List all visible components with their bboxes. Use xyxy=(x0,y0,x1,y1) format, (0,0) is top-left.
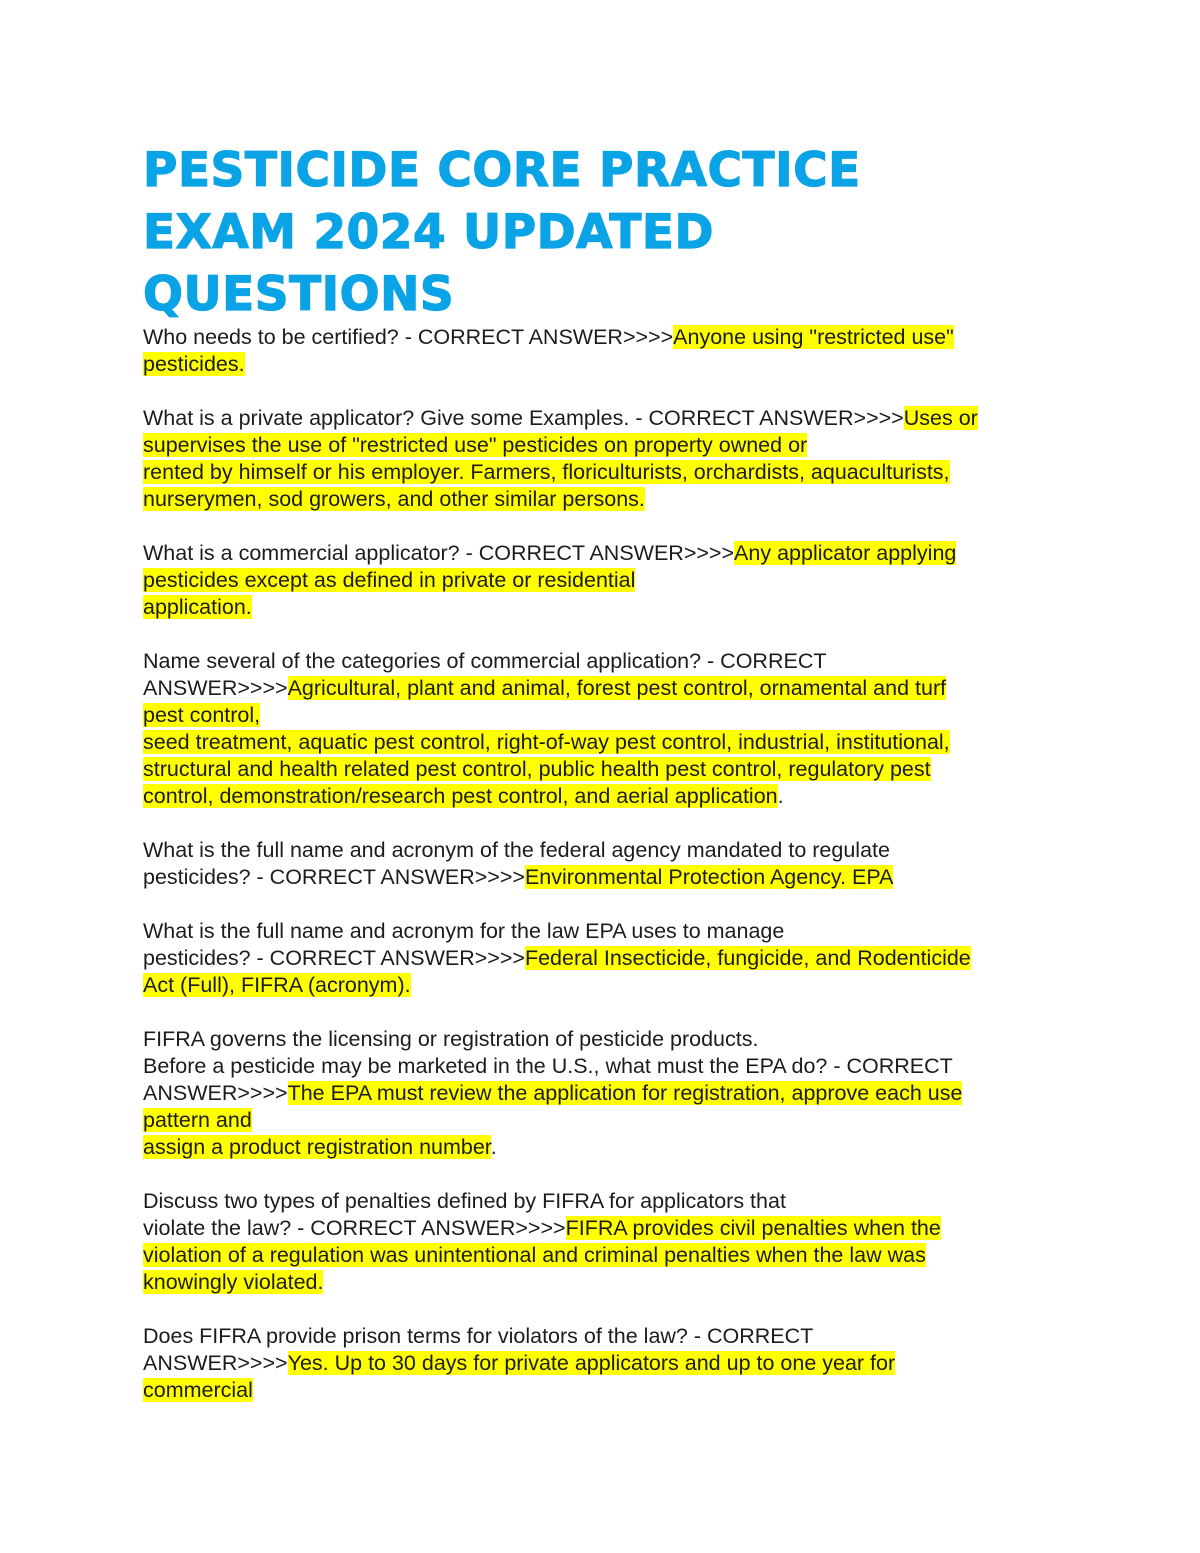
answer-text: supervises the use of "restricted use" pesticides on property owned or xyxy=(143,433,808,457)
answer-text: nurserymen, sod growers, and other similar persons. xyxy=(143,487,645,511)
answer-text: knowingly violated. xyxy=(143,1270,324,1294)
text-line xyxy=(143,756,1073,783)
title-line-1: PESTICIDE CORE PRACTICE xyxy=(143,143,861,198)
question-text: ANSWER>>>> xyxy=(143,1351,288,1375)
answer-text: The EPA must review the application for registration, approve each use xyxy=(287,1081,963,1105)
question-text: violate the law? - CORRECT ANSWER>>>> xyxy=(143,1216,566,1240)
text-line xyxy=(143,486,1073,513)
question-text: Who needs to be certified? - CORRECT ANSWER>>>> xyxy=(143,325,674,349)
answer-text: control, demonstration/research pest control, and aerial application xyxy=(143,784,778,808)
text-line xyxy=(143,432,1073,459)
question-text: What is a commercial applicator? - CORRECT ANSWER>>>> xyxy=(143,541,735,565)
text-line xyxy=(143,1323,1073,1350)
question-text: ANSWER>>>> xyxy=(143,676,288,700)
question-answer-list xyxy=(143,324,1073,1404)
text-line xyxy=(143,648,1073,675)
text-line xyxy=(143,351,1073,378)
answer-text: rented by himself or his employer. Farmers, floriculturists, orchardists, aquaculturists, xyxy=(143,460,950,484)
answer-text: commercial xyxy=(143,1378,253,1402)
text-line xyxy=(143,1215,1073,1242)
text-line xyxy=(143,837,1073,864)
text-line xyxy=(143,1350,1073,1377)
answer-text: pest control, xyxy=(143,703,261,727)
question-text: Name several of the categories of commercial application? - CORRECT xyxy=(143,649,827,673)
question-text: . xyxy=(777,784,784,808)
text-line xyxy=(143,702,1073,729)
qa-item xyxy=(143,837,1073,891)
question-text: Discuss two types of penalties defined by FIFRA for applicators that xyxy=(143,1189,786,1213)
text-line xyxy=(143,864,1073,891)
answer-text: assign a product registration number xyxy=(143,1135,491,1159)
qa-item xyxy=(143,648,1073,810)
answer-text: Agricultural, plant and animal, forest pest control, ornamental and turf xyxy=(287,676,947,700)
text-line xyxy=(143,1377,1073,1404)
text-line xyxy=(143,567,1073,594)
question-text: ANSWER>>>> xyxy=(143,1081,288,1105)
text-line xyxy=(143,783,1073,810)
question-text: . xyxy=(490,1135,497,1159)
text-line xyxy=(143,1053,1073,1080)
document-page xyxy=(143,140,1073,1431)
title-line-2: EXAM 2024 UPDATED xyxy=(143,205,715,260)
page-title xyxy=(143,140,1073,326)
answer-text: Any applicator applying xyxy=(734,541,957,565)
answer-text: seed treatment, aquatic pest control, right-of-way pest control, industrial, institutional, xyxy=(143,730,950,754)
text-line xyxy=(143,675,1073,702)
text-line xyxy=(143,594,1073,621)
answer-text: Federal Insecticide, fungicide, and Rodenticide xyxy=(524,946,971,970)
qa-item xyxy=(143,1323,1073,1404)
text-line xyxy=(143,405,1073,432)
qa-item xyxy=(143,324,1073,378)
question-text: What is a private applicator? Give some Examples. - CORRECT ANSWER>>>> xyxy=(143,406,904,430)
answer-text: FIFRA provides civil penalties when the xyxy=(565,1216,941,1240)
title-line-3: QUESTIONS xyxy=(143,267,455,322)
text-line xyxy=(143,459,1073,486)
text-line xyxy=(143,918,1073,945)
text-line xyxy=(143,1026,1073,1053)
qa-item xyxy=(143,1188,1073,1296)
question-text: Before a pesticide may be marketed in the U.S., what must the EPA do? - CORRECT xyxy=(143,1054,953,1078)
qa-item xyxy=(143,540,1073,621)
text-line xyxy=(143,729,1073,756)
text-line xyxy=(143,1269,1073,1296)
question-text: What is the full name and acronym for the law EPA uses to manage xyxy=(143,919,785,943)
text-line xyxy=(143,1134,1073,1161)
text-line xyxy=(143,540,1073,567)
answer-text: Uses or xyxy=(903,406,978,430)
answer-text: Environmental Protection Agency. EPA xyxy=(524,865,894,889)
qa-item xyxy=(143,918,1073,999)
answer-text: Anyone using "restricted use" xyxy=(673,325,954,349)
answer-text: Yes. Up to 30 days for private applicators and up to one year for xyxy=(287,1351,896,1375)
question-text: pesticides? - CORRECT ANSWER>>>> xyxy=(143,946,525,970)
qa-item xyxy=(143,1026,1073,1161)
text-line xyxy=(143,1080,1073,1107)
text-line xyxy=(143,945,1073,972)
answer-text: structural and health related pest control, public health pest control, regulatory pest xyxy=(143,757,931,781)
question-text: Does FIFRA provide prison terms for violators of the law? - CORRECT xyxy=(143,1324,814,1348)
answer-text: violation of a regulation was unintentional and criminal penalties when the law was xyxy=(143,1243,926,1267)
question-text: FIFRA governs the licensing or registration of pesticide products. xyxy=(143,1027,759,1051)
answer-text: pesticides. xyxy=(143,352,245,376)
text-line xyxy=(143,1188,1073,1215)
text-line xyxy=(143,1107,1073,1134)
answer-text: application. xyxy=(143,595,252,619)
text-line xyxy=(143,1242,1073,1269)
answer-text: pattern and xyxy=(143,1108,252,1132)
qa-item xyxy=(143,405,1073,513)
text-line xyxy=(143,972,1073,999)
answer-text: pesticides except as defined in private or residential xyxy=(143,568,636,592)
question-text: What is the full name and acronym of the federal agency mandated to regulate xyxy=(143,838,890,862)
answer-text: Act (Full), FIFRA (acronym). xyxy=(143,973,411,997)
text-line xyxy=(143,324,1073,351)
question-text: pesticides? - CORRECT ANSWER>>>> xyxy=(143,865,525,889)
